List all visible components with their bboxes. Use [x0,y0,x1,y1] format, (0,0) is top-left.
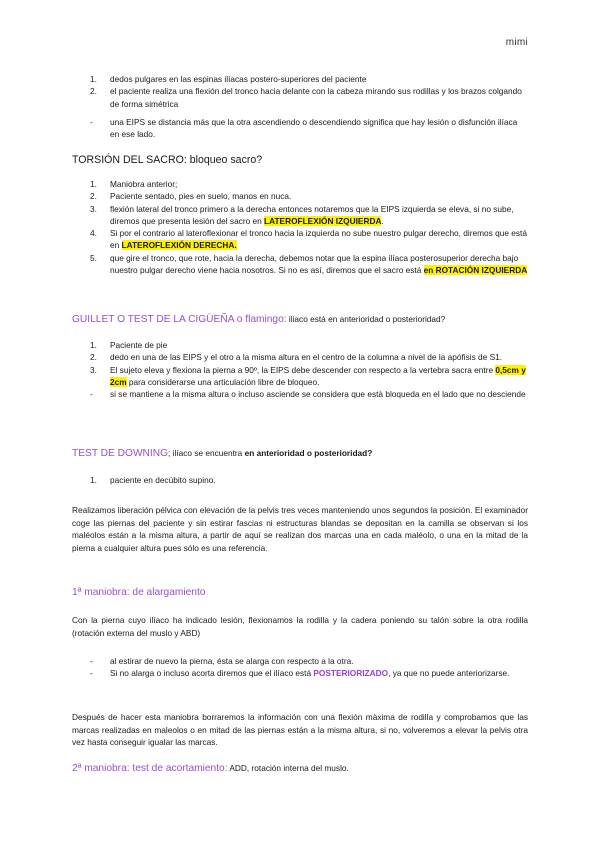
downing-paragraph: Realizamos liberación pélvica con elevación de la pelvis tres veces manteniendo unos segundos la posición. El examinador coge las piernas del paciente y sin estirar fascias ni estructuras blandas se depositan en la camilla se observan si los maléolos están a la misma altura, a partir de aquí se realizan dos marcas una en cada maléolo, o una en la mitad de la pierna a cualquier altura pues sólo es una referencia. [72,505,528,553]
downing-title: TEST DE DOWNING; ilíaco se encuentra en anterioridad o posterioridad? [72,448,373,459]
list-item: 1. Maniobra anterior; [90,179,178,189]
intro-list [72,73,528,140]
list-item: 1. dedos pulgares en las espinas ilíacas postero-superiores del paciente [90,74,367,84]
list-item: 4. Si por el contrario al lateroflexionar el tronco hacia la izquierda no sube nuestro pulgar derecho, diremos que está en LATEROFLEXIÓN DERECHA. [90,228,527,251]
list-item: 1. paciente en decúbito supino. [90,475,216,485]
list-item: - una EIPS se distancia más que la otra ascendiendo o descendiendo significa que hay lesión o disfunción ilíaca en ese lado. [90,116,518,140]
list-item: 2. Paciente sentado, pies en suelo, manos en nuca. [90,191,292,202]
list-item: 5. que gire el tronco, que rote, hacia la derecha, debemos notar que la espina ilíaca posterosuperior derecha bajo nuestro pulgar derecho viene hacia nosotros. Si no es así, diremos que el sacro está en ROTACIÓN IZQUIERDA [90,252,528,276]
guillet-list [72,339,528,400]
list-item: 1. Paciente de pie [90,340,168,350]
maniobra1-title: 1ª maniobra: de alargamiento [72,587,206,598]
maniobra1-paragraph2: Después de hacer esta maniobra borraremos la información con una flexión màxima de rodilla y comprobamos que las marcas realizadas en maleolos o en mitad de las piernas están a la misma altura, si no, volveremos a elevar la pelvis otra vez hasta conseguir igualar las marcas. [72,712,528,748]
list-item: 3. flexión lateral del tronco primero a la derecha entonces notaremos que la EIPS izquierda se eleva, si no sube, diremos que presenta lesión del sacro en LATEROFLEXIÓN IZQUIERDA. [90,203,514,226]
list-item: 3. El sujeto eleva y flexiona la pierna a 90º, la EIPS debe descender con respecto a la vertebra sacra entre 0,5cm y 2cm para considerarse una articulación libre de bloqueo. [90,364,526,387]
torsion-title: TORSIÓN DEL SACRO: bloqueo sacro? [72,154,263,166]
maniobra2-title: 2ª maniobra: test de acortamiento: ADD, rotación interna del muslo. [72,763,349,774]
downing-list [72,474,528,486]
maniobra1-list [72,655,528,680]
torsion-list [72,178,528,276]
guillet-title: GUILLET O TEST DE LA CIGÜEÑA o flamingo: iliaco está en anterioridad o posterioridad? [72,314,446,325]
list-item: - si se mantiene a la misma altura o incluso asciende se considera que està bloqueda en el lado que no desciende [90,389,526,400]
list-item: 2. el paciente realiza una flexión del tronco hacia delante con la cabeza mirando sus rodillas y los brazos colgando de forma simétrica [90,86,522,109]
maniobra1-paragraph: Con la pierna cuyo ilíaco ha indicado lesión, flexionamos la rodilla y la cadera poniendo su talón sobre la otra rodilla (rotación externa del muslo y ABD) [72,615,528,638]
list-item: 2. dedo en una de las EIPS y el otro a la misma altura en el centro de la columna a nivel de la apófisis de S1. [90,352,503,363]
list-item: - Si no alarga o incluso acorta diremos que el ilíaco está POSTERIORIZADO, ya que no puede anteriorizarse. [90,668,510,679]
header-name: mimi [505,37,528,48]
list-item: - al estirar de nuevo la pierna, ésta se alarga con respecto a la otra. [90,656,354,666]
